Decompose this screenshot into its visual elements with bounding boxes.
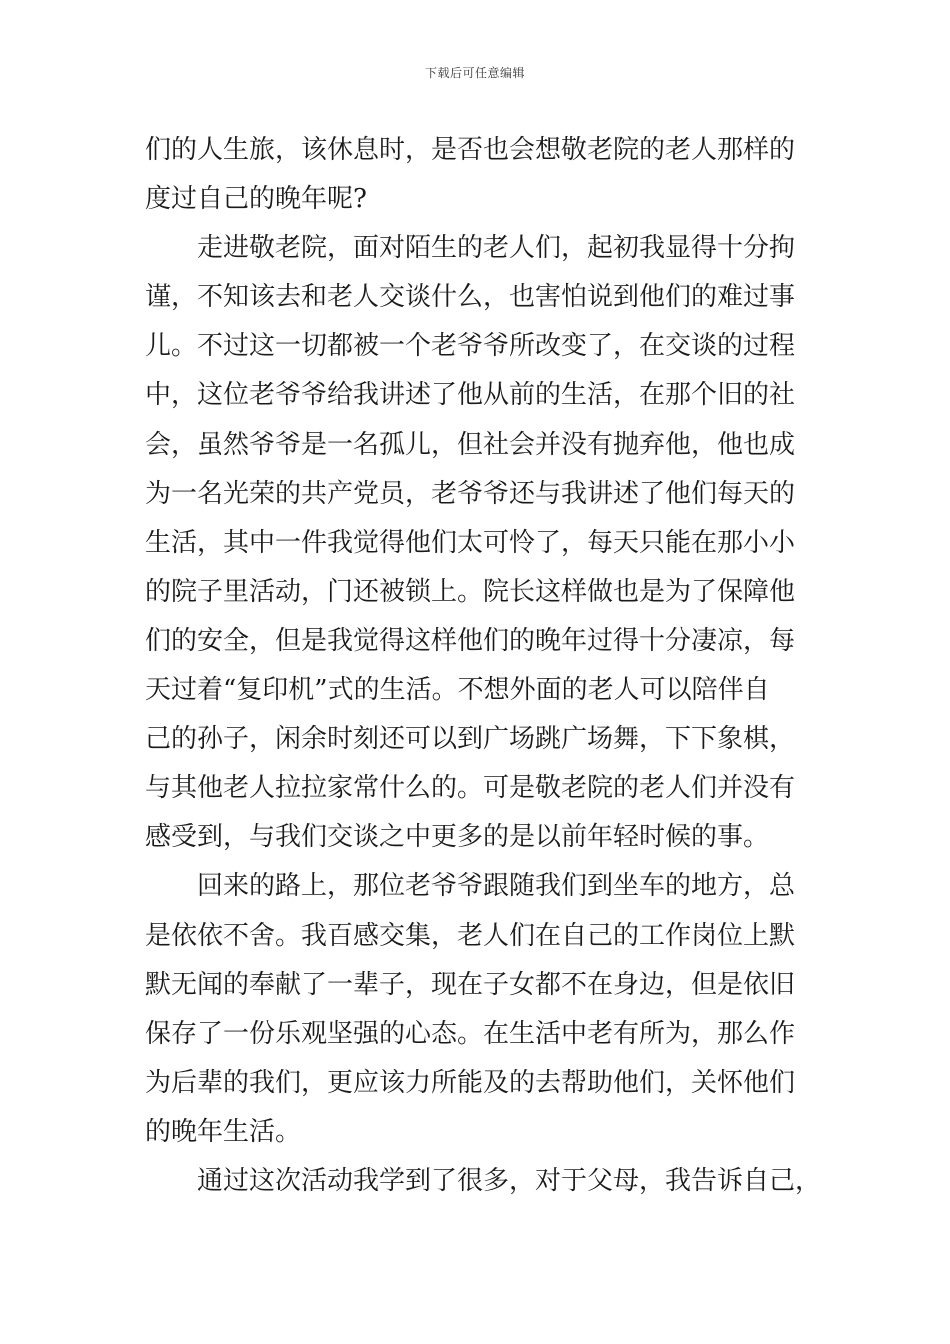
text-line: 默无闻的奉献了一辈子，现在子女都不在身边，但是依旧 — [145, 969, 796, 1000]
page-header: 下载后可任意编辑 — [424, 66, 525, 80]
text-line: 为一名光荣的共产党员，老爷爷还与我讲述了他们每天的 — [145, 478, 796, 509]
text-line: 是依依不舍。我百感交集，老人们在自己的工作岗位上默 — [145, 920, 796, 951]
text-line: 为后辈的我们，更应该力所能及的去帮助他们，关怀他们 — [145, 1067, 796, 1098]
text-line: 生活，其中一件我觉得他们太可怜了，每天只能在那小小 — [145, 527, 796, 558]
text-line: 的晚年生活。 — [145, 1116, 302, 1147]
text-line: 们的人生旅，该休息时，是否也会想敬老院的老人那样的 — [145, 135, 796, 165]
text-line: 谨，不知该去和老人交谈什么，也害怕说到他们的难过事 — [145, 282, 796, 313]
text-line: 感受到，与我们交谈之中更多的是以前年轻时候的事。 — [145, 822, 770, 853]
text-line: 度过自己的晚年呢? — [145, 184, 367, 215]
text-line: 儿。不过这一切都被一个老爷爷所改变了，在交谈的过程 — [145, 331, 796, 362]
text-line: 走进敬老院，面对陌生的老人们，起初我显得十分拘 — [197, 233, 796, 264]
text-line: 通过这次活动我学到了很多，对于父母，我告诉自己， — [197, 1165, 822, 1196]
body-text — [145, 126, 821, 1206]
text-line: 的院子里活动，门还被锁上。院长这样做也是为了保障他 — [145, 576, 796, 607]
text-line: 们的安全，但是我觉得这样他们的晚年过得十分凄凉，每 — [145, 625, 796, 656]
text-line: 与其他老人拉拉家常什么的。可是敬老院的老人们并没有 — [145, 773, 796, 804]
text-line: 保存了一份乐观坚强的心态。在生活中老有所为，那么作 — [145, 1018, 796, 1049]
text-line: 会，虽然爷爷是一名孤儿，但社会并没有抛弃他，他也成 — [145, 429, 796, 460]
text-line: 己的孙子，闲余时刻还可以到广场跳广场舞，下下象棋， — [145, 724, 796, 755]
text-line: 回来的路上，那位老爷爷跟随我们到坐车的地方，总 — [197, 871, 796, 902]
text-line: 天过着“复印机”式的生活。不想外面的老人可以陪伴自 — [145, 675, 770, 706]
text-line: 中，这位老爷爷给我讲述了他从前的生活，在那个旧的社 — [145, 380, 796, 411]
